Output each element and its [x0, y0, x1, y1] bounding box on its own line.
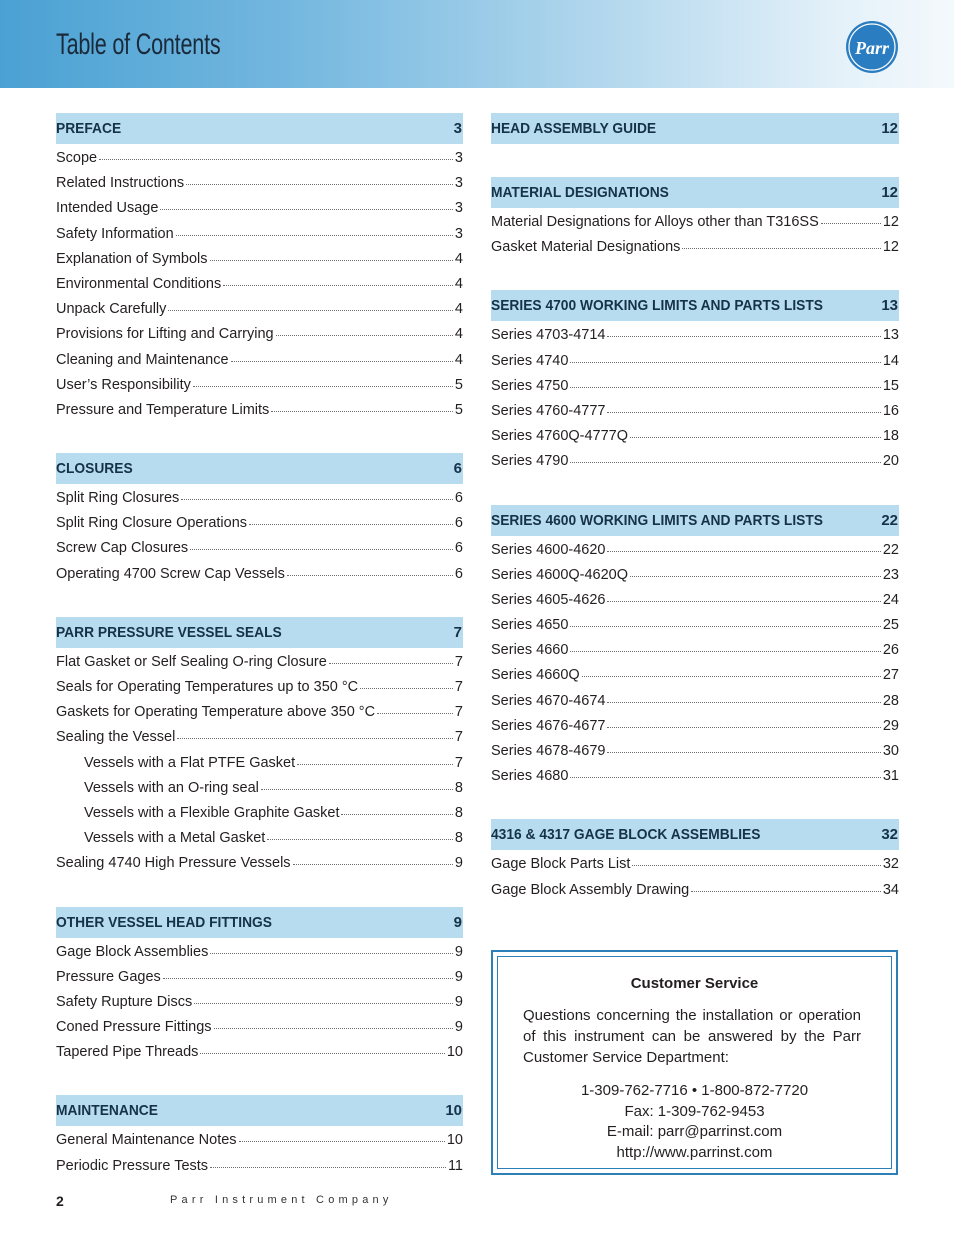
- toc-entry-list: [56, 938, 463, 1070]
- section-heading[interactable]: [491, 819, 899, 850]
- toc-entry[interactable]: [56, 755, 463, 780]
- toc-entry-label: Split Ring Closures: [56, 490, 180, 507]
- section-heading[interactable]: [56, 1095, 463, 1126]
- dot-leader: [223, 285, 453, 286]
- section-heading[interactable]: [491, 177, 899, 208]
- toc-entry-label: Pressure Gages: [56, 968, 161, 985]
- toc-entry-label: Safety Information: [56, 225, 174, 242]
- section-title: HEAD ASSEMBLY GUIDE: [491, 120, 657, 137]
- toc-entry-page: 3: [454, 175, 463, 192]
- toc-entry[interactable]: [491, 378, 899, 403]
- toc-entry-list: [491, 850, 899, 906]
- dot-leader: [193, 386, 453, 387]
- dot-leader: [261, 789, 453, 790]
- dot-leader: [570, 651, 880, 652]
- dot-leader: [176, 235, 453, 236]
- dot-leader: [231, 361, 453, 362]
- toc-entry-label: Series 4750: [491, 377, 569, 394]
- toc-entry-page: 5: [454, 401, 463, 418]
- toc-entry[interactable]: [56, 402, 463, 427]
- toc-entry-label: Gaskets for Operating Temperature above 350 °C: [56, 704, 376, 721]
- toc-entry[interactable]: [491, 856, 899, 881]
- toc-entry-list: [56, 144, 463, 427]
- toc-entry[interactable]: [56, 805, 463, 830]
- toc-entry-page: 16: [882, 402, 899, 419]
- dot-leader: [630, 576, 881, 577]
- toc-entry-page: 3: [454, 225, 463, 242]
- dot-leader: [607, 752, 880, 753]
- toc-entry[interactable]: [56, 352, 463, 377]
- dot-leader: [570, 626, 880, 627]
- toc-entry[interactable]: [56, 490, 463, 515]
- toc-entry-list: [491, 536, 899, 794]
- dot-leader: [607, 702, 880, 703]
- section-title: 4316 & 4317 GAGE BLOCK ASSEMBLIES: [491, 826, 761, 844]
- toc-entry-label: Vessels with an O-ring seal: [84, 779, 259, 796]
- dot-leader: [293, 864, 453, 865]
- toc-entry-label: Vessels with a Metal Gasket: [84, 830, 266, 847]
- toc-entry[interactable]: [56, 226, 463, 251]
- toc-entry-page: 20: [882, 453, 899, 470]
- dot-leader: [607, 412, 880, 413]
- section-heading[interactable]: [491, 290, 899, 321]
- toc-entry-page: 18: [882, 428, 899, 445]
- toc-entry-page: 26: [882, 642, 899, 659]
- toc-entry-page: 13: [882, 327, 899, 344]
- section-heading[interactable]: [56, 617, 463, 648]
- svg-text:Parr: Parr: [854, 38, 890, 58]
- dot-leader: [582, 676, 881, 677]
- toc-entry-page: 28: [882, 692, 899, 709]
- toc-entry[interactable]: [491, 403, 899, 428]
- toc-entry-label: Operating 4700 Screw Cap Vessels: [56, 565, 285, 582]
- customer-service-title: Customer Service: [630, 975, 759, 992]
- fax-number: Fax: 1-309-762-9453: [624, 1102, 765, 1120]
- toc-entry-page: 14: [882, 352, 899, 369]
- toc-entry-label: Series 4740: [491, 352, 569, 369]
- toc-entry-label: Series 4660: [491, 642, 569, 659]
- toc-entry[interactable]: [491, 214, 899, 239]
- dot-leader: [210, 953, 453, 954]
- toc-entry[interactable]: [491, 542, 899, 567]
- toc-entry-label: Series 4660Q: [491, 667, 580, 684]
- customer-service-inner-border: [497, 956, 892, 1169]
- toc-entry-page: 4: [454, 326, 463, 343]
- dot-leader: [190, 549, 453, 550]
- parr-logo-icon: [844, 19, 900, 75]
- dot-leader: [632, 865, 880, 866]
- dot-leader: [200, 1053, 444, 1054]
- toc-entry-label: Unpack Carefully: [56, 301, 167, 318]
- toc-entry[interactable]: [56, 276, 463, 301]
- toc-entry[interactable]: [56, 566, 463, 591]
- toc-entry-label: Scope: [56, 150, 98, 166]
- toc-entry-label: User’s Responsibility: [56, 376, 191, 393]
- dot-leader: [630, 437, 881, 438]
- toc-entry-page: 27: [882, 667, 899, 684]
- toc-entry-label: General Maintenance Notes: [56, 1132, 237, 1149]
- toc-entry-label: Related Instructions: [56, 175, 185, 192]
- toc-entry[interactable]: [56, 654, 463, 679]
- toc-entry[interactable]: [491, 239, 899, 264]
- toc-entry-page: 9: [454, 968, 463, 985]
- toc-entry[interactable]: [56, 679, 463, 704]
- section-page-number: 3: [453, 120, 462, 137]
- dot-leader: [210, 260, 453, 261]
- toc-entry[interactable]: [491, 327, 899, 352]
- toc-entry[interactable]: [491, 882, 899, 907]
- dot-leader: [570, 462, 880, 463]
- dot-leader: [160, 209, 453, 210]
- toc-entry-label: Environmental Conditions: [56, 275, 222, 292]
- toc-entry-label: Flat Gasket or Self Sealing O-ring Closure: [56, 653, 327, 670]
- toc-entry-list: [491, 208, 899, 264]
- toc-entry-page: 4: [454, 301, 463, 318]
- toc-entry-label: Series 4760Q-4777Q: [491, 428, 629, 445]
- toc-entry-page: 4: [454, 275, 463, 292]
- toc-entry[interactable]: [56, 1044, 463, 1069]
- toc-entry[interactable]: [56, 1158, 463, 1183]
- toc-entry-label: Series 4760-4777: [491, 402, 606, 419]
- dot-leader: [249, 524, 453, 525]
- toc-entry-page: 34: [882, 881, 899, 898]
- dot-leader: [168, 310, 453, 311]
- toc-entry-label: Split Ring Closure Operations: [56, 515, 248, 532]
- section-heading[interactable]: [56, 113, 463, 144]
- toc-entry-page: 24: [882, 591, 899, 608]
- toc-entry-label: Series 4680: [491, 768, 569, 785]
- toc-entry-page: 4: [454, 351, 463, 368]
- page-header: [0, 0, 954, 88]
- toc-entry-label: Provisions for Lifting and Carrying: [56, 326, 274, 343]
- section-page-number: 22: [881, 511, 898, 529]
- toc-entry-label: Sealing the Vessel: [56, 729, 176, 746]
- toc-entry[interactable]: [491, 743, 899, 768]
- dot-leader: [341, 814, 452, 815]
- customer-service-box: [491, 950, 898, 1175]
- toc-entry-list: [491, 321, 899, 478]
- toc-entry-label: Sealing 4740 High Pressure Vessels: [56, 855, 291, 872]
- toc-entry[interactable]: [56, 704, 463, 729]
- toc-entry-label: Gage Block Assembly Drawing: [491, 881, 690, 898]
- customer-service-body: Questions concerning the installation or operation of this instrument can be answered by the Parr Customer Service Department:: [523, 1007, 861, 1066]
- dot-leader: [570, 362, 880, 363]
- toc-entry-label: Material Designations for Alloys other than T316SS: [491, 214, 819, 230]
- toc-entry[interactable]: [491, 353, 899, 378]
- section-heading[interactable]: [56, 453, 463, 484]
- toc-entry-page: 9: [454, 993, 463, 1010]
- company-name: Parr Instrument Company: [170, 1194, 393, 1206]
- toc-entry[interactable]: [56, 175, 463, 200]
- toc-entry-list: [56, 1126, 463, 1182]
- toc-entry-label: Series 4676-4677: [491, 717, 606, 734]
- section-page-number: 12: [881, 184, 898, 201]
- toc-entry[interactable]: [56, 377, 463, 402]
- toc-entry[interactable]: [56, 515, 463, 540]
- page-number: 2: [56, 1193, 64, 1209]
- dot-leader: [239, 1141, 445, 1142]
- website-link[interactable]: http://www.parrinst.com: [616, 1144, 773, 1162]
- toc-entry-page: 7: [454, 729, 463, 746]
- toc-entry-label: Screw Cap Closures: [56, 540, 189, 557]
- dot-leader: [214, 1028, 453, 1029]
- toc-entry-page: 32: [882, 856, 899, 873]
- section-title: CLOSURES: [56, 460, 133, 478]
- toc-entry[interactable]: [56, 969, 463, 994]
- section-title: MAINTENANCE: [56, 1102, 158, 1120]
- dot-leader: [607, 727, 880, 728]
- toc-entry-page: 3: [454, 200, 463, 217]
- section-page-number: 9: [453, 913, 462, 931]
- toc-entry[interactable]: [56, 150, 463, 175]
- dot-leader: [377, 713, 453, 714]
- toc-left-column: [56, 113, 463, 1183]
- toc-entry-label: Tapered Pipe Threads: [56, 1044, 199, 1061]
- toc-entry[interactable]: [491, 667, 899, 692]
- toc-entry-label: Series 4678-4679: [491, 743, 606, 759]
- toc-entry-page: 29: [882, 717, 899, 734]
- section-page-number: 32: [881, 826, 898, 844]
- toc-entry-page: 25: [882, 617, 899, 634]
- section-page-number: 6: [453, 460, 462, 478]
- dot-leader: [181, 499, 453, 500]
- toc-entry[interactable]: [56, 780, 463, 805]
- toc-entry-label: Series 4650: [491, 617, 569, 634]
- toc-entry-page: 5: [454, 376, 463, 393]
- email-address[interactable]: E-mail: parr@parrinst.com: [606, 1123, 783, 1141]
- toc-entry[interactable]: [56, 729, 463, 754]
- toc-entry[interactable]: [491, 453, 899, 478]
- dot-leader: [682, 248, 880, 249]
- toc-entry-page: 7: [454, 754, 463, 771]
- toc-entry[interactable]: [56, 326, 463, 351]
- toc-entry-page: 7: [454, 653, 463, 670]
- dot-leader: [287, 575, 453, 576]
- toc-entry-page: 12: [882, 214, 899, 230]
- toc-entry[interactable]: [56, 944, 463, 969]
- toc-entry-page: 8: [454, 779, 463, 796]
- toc-entry-label: Vessels with a Flat PTFE Gasket: [84, 754, 296, 771]
- toc-entry-page: 8: [454, 804, 463, 821]
- phone-numbers: 1-309-762-7716 • 1-800-872-7720: [580, 1082, 809, 1099]
- section-heading[interactable]: [56, 907, 463, 938]
- dot-leader: [607, 601, 880, 602]
- section-title: PREFACE: [56, 120, 122, 137]
- toc-entry-label: Series 4703-4714: [491, 327, 606, 344]
- section-page-number: 7: [453, 623, 462, 641]
- toc-entry-page: 31: [882, 768, 899, 785]
- toc-entry-list: [56, 648, 463, 881]
- toc-entry-page: 10: [446, 1044, 463, 1061]
- toc-entry[interactable]: [56, 200, 463, 225]
- toc-entry-label: Series 4600-4620: [491, 541, 606, 558]
- section-page-number: 10: [445, 1102, 462, 1120]
- dot-leader: [297, 764, 453, 765]
- toc-entry-page: 7: [454, 704, 463, 721]
- dot-leader: [186, 184, 453, 185]
- toc-entry-label: Series 4790: [491, 453, 569, 470]
- toc-entry[interactable]: [56, 855, 463, 880]
- dot-leader: [607, 336, 880, 337]
- section-title: SERIES 4600 WORKING LIMITS AND PARTS LISTS: [491, 511, 824, 529]
- toc-entry-page: 10: [446, 1132, 463, 1149]
- toc-entry-page: 23: [882, 566, 899, 583]
- dot-leader: [163, 978, 453, 979]
- dot-leader: [271, 411, 453, 412]
- section-heading[interactable]: [491, 505, 899, 536]
- toc-entry-label: Gasket Material Designations: [491, 239, 681, 256]
- dot-leader: [570, 777, 880, 778]
- toc-entry-page: 6: [454, 540, 463, 557]
- toc-entry[interactable]: [491, 428, 899, 453]
- toc-entry-page: 6: [454, 515, 463, 532]
- toc-entry-label: Periodic Pressure Tests: [56, 1157, 209, 1174]
- toc-entry-page: 22: [882, 541, 899, 558]
- toc-entry-label: Coned Pressure Fittings: [56, 1019, 212, 1036]
- dot-leader: [691, 891, 881, 892]
- toc-entry[interactable]: [491, 768, 899, 793]
- toc-entry-list: [56, 484, 463, 591]
- customer-service-contacts: [498, 1081, 891, 1164]
- toc-entry-label: Safety Rupture Discs: [56, 993, 193, 1010]
- dot-leader: [570, 387, 880, 388]
- dot-leader: [329, 663, 453, 664]
- section-heading[interactable]: [491, 113, 899, 144]
- toc-entry-label: Series 4670-4674: [491, 692, 606, 709]
- dot-leader: [267, 839, 453, 840]
- toc-entry-page: 11: [447, 1157, 463, 1174]
- toc-entry[interactable]: [491, 718, 899, 743]
- toc-entry-label: Gage Block Parts List: [491, 856, 631, 873]
- toc-entry[interactable]: [56, 1019, 463, 1044]
- toc-entry-label: Pressure and Temperature Limits: [56, 401, 270, 418]
- toc-entry[interactable]: [491, 617, 899, 642]
- dot-leader: [99, 159, 453, 160]
- toc-entry-label: Cleaning and Maintenance: [56, 351, 229, 368]
- toc-entry[interactable]: [491, 693, 899, 718]
- dot-leader: [607, 551, 880, 552]
- toc-right-column: [491, 113, 899, 907]
- toc-entry-page: 6: [454, 490, 463, 507]
- toc-entry[interactable]: [491, 567, 899, 592]
- toc-entry-page: 3: [454, 150, 463, 166]
- toc-entry-label: Series 4605-4626: [491, 591, 606, 608]
- toc-entry[interactable]: [491, 592, 899, 617]
- dot-leader: [821, 223, 881, 224]
- toc-entry-label: Gage Block Assemblies: [56, 943, 209, 960]
- toc-entry[interactable]: [56, 1132, 463, 1157]
- toc-entry[interactable]: [56, 994, 463, 1019]
- toc-entry-page: 9: [454, 943, 463, 960]
- toc-entry-page: 8: [454, 830, 463, 847]
- toc-entry-label: Vessels with a Flexible Graphite Gasket: [84, 804, 340, 821]
- section-title: SERIES 4700 WORKING LIMITS AND PARTS LISTS: [491, 297, 824, 315]
- section-title: MATERIAL DESIGNATIONS: [491, 184, 669, 201]
- toc-entry-label: Explanation of Symbols: [56, 250, 208, 267]
- section-title: PARR PRESSURE VESSEL SEALS: [56, 623, 282, 641]
- toc-entry[interactable]: [56, 540, 463, 565]
- toc-entry-page: 30: [882, 743, 899, 759]
- toc-entry[interactable]: [56, 830, 463, 855]
- section-page-number: 12: [881, 120, 898, 137]
- toc-entry[interactable]: [56, 301, 463, 326]
- toc-entry-page: 7: [454, 679, 463, 695]
- dot-leader: [194, 1003, 453, 1004]
- toc-entry-label: Series 4600Q-4620Q: [491, 566, 629, 583]
- toc-entry-page: 9: [454, 855, 463, 872]
- toc-entry[interactable]: [56, 251, 463, 276]
- toc-entry-label: Seals for Operating Temperatures up to 350 °C: [56, 679, 359, 695]
- section-page-number: 13: [881, 297, 898, 315]
- toc-entry[interactable]: [491, 642, 899, 667]
- page-title: Table of Contents: [56, 28, 221, 61]
- toc-entry-page: 9: [454, 1019, 463, 1036]
- toc-entry-page: 6: [454, 565, 463, 582]
- section-title: OTHER VESSEL HEAD FITTINGS: [56, 913, 272, 931]
- dot-leader: [276, 335, 453, 336]
- dot-leader: [177, 738, 453, 739]
- toc-entry-page: 4: [454, 250, 463, 267]
- toc-entry-label: Intended Usage: [56, 200, 159, 217]
- toc-entry-page: 12: [882, 239, 899, 256]
- toc-entry-page: 15: [882, 377, 899, 394]
- dot-leader: [210, 1167, 446, 1168]
- dot-leader: [360, 688, 453, 689]
